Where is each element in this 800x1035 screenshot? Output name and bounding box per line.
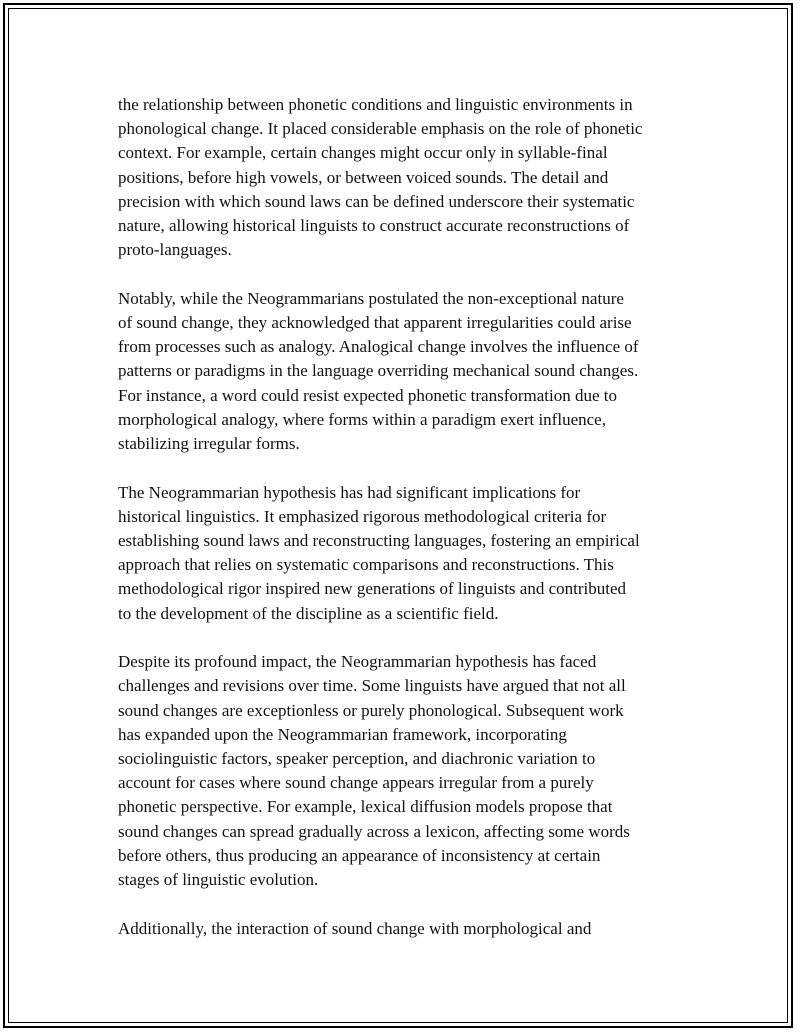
text-line: precision with which sound laws can be defined underscore their systematic <box>118 191 635 211</box>
text-line: The Neogrammarian hypothesis has had significant implications for <box>118 482 581 502</box>
text-line: from processes such as analogy. Analogical change involves the influence of <box>118 337 639 357</box>
text-line: phonetic perspective. For example, lexical diffusion models propose that <box>118 797 613 817</box>
text-line: sociolinguistic factors, speaker perception, and diachronic variation to <box>118 749 596 769</box>
text-line: Despite its profound impact, the Neogrammarian hypothesis has faced <box>118 652 597 672</box>
text-line: context. For example, certain changes might occur only in syllable-final <box>118 143 608 163</box>
text-line: to the development of the discipline as a scientific field. <box>118 603 499 623</box>
text-line: morphological analogy, where forms within a paradigm exert influence, <box>118 409 606 429</box>
paragraph <box>118 917 693 941</box>
text-line: before others, thus producing an appearance of inconsistency at certain <box>118 845 601 865</box>
text-line: stages of linguistic evolution. <box>118 870 319 890</box>
text-line: sound changes can spread gradually across a lexicon, affecting some words <box>118 821 630 841</box>
text-line: For instance, a word could resist expected phonetic transformation due to <box>118 385 617 405</box>
text-line: historical linguistics. It emphasized rigorous methodological criteria for <box>118 506 607 526</box>
text-line: Notably, while the Neogrammarians postulated the non-exceptional nature <box>118 288 624 308</box>
text-line: methodological rigor inspired new generations of linguists and contributed <box>118 579 626 599</box>
text-line: proto-languages. <box>118 240 232 260</box>
text-line: of sound change, they acknowledged that apparent irregularities could arise <box>118 313 632 333</box>
text-line: challenges and revisions over time. Some linguists have argued that not all <box>118 676 626 696</box>
text-line: phonological change. It placed considerable emphasis on the role of phonetic <box>118 119 643 139</box>
text-line: establishing sound laws and reconstructing languages, fostering an empirical <box>118 531 640 551</box>
text-line: approach that relies on systematic comparisons and reconstructions. This <box>118 555 614 575</box>
text-line: positions, before high vowels, or between voiced sounds. The detail and <box>118 167 609 187</box>
text-line: has expanded upon the Neogrammarian framework, incorporating <box>118 724 567 744</box>
paragraph <box>118 481 693 626</box>
document-body <box>118 93 693 965</box>
paragraph <box>118 287 693 456</box>
text-line: the relationship between phonetic conditions and linguistic environments in <box>118 95 633 114</box>
text-line: account for cases where sound change appears irregular from a purely <box>118 773 594 793</box>
text-line: sound changes are exceptionless or purely phonological. Subsequent work <box>118 700 624 720</box>
paragraph <box>118 650 693 892</box>
text-line: nature, allowing historical linguists to construct accurate reconstructions of <box>118 216 630 236</box>
text-line: Additionally, the interaction of sound change with morphological and <box>118 918 592 938</box>
text-line: patterns or paradigms in the language overriding mechanical sound changes. <box>118 361 639 381</box>
text-line: stabilizing irregular forms. <box>118 434 300 454</box>
paragraph <box>118 93 693 262</box>
